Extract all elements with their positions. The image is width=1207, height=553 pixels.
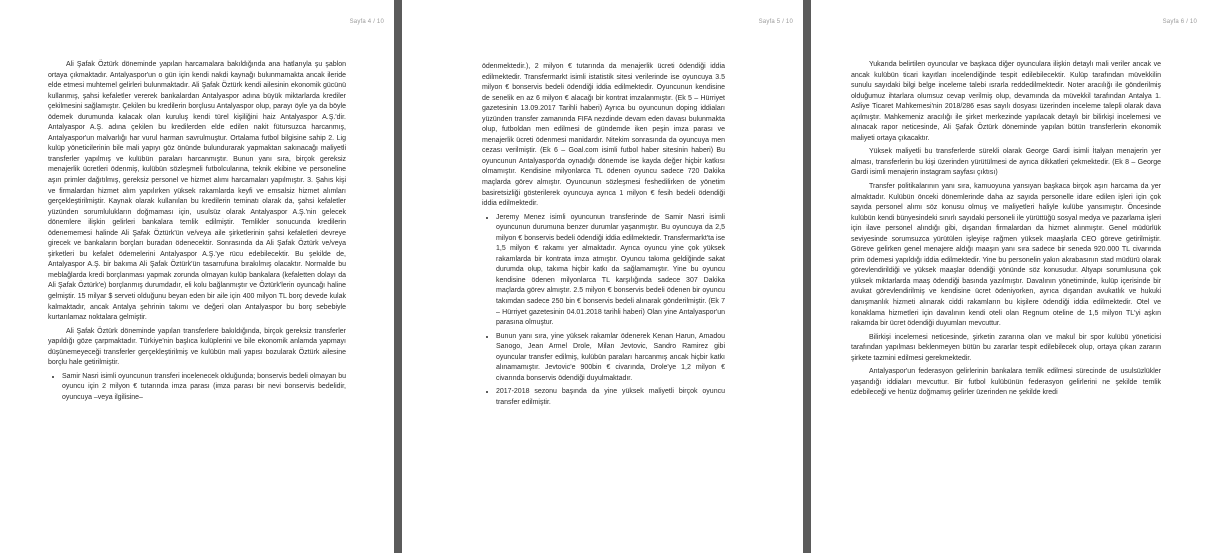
- page-number: Sayfa 5 / 10: [758, 19, 793, 25]
- paragraph: Antalyaspor'un federasyon gelirlerinin bankalara temlik edilmesi sürecinde de usulsüzlükler yaşandığı iddiaları mevcuttur. Bir futbol kulübünün federasyon gelirlerini ne şekilde temlik edebileceği ve henüz doğmamış gelirler üzerinden ne şekilde kredi: [851, 368, 1161, 397]
- paragraph: Ali Şafak Öztürk döneminde yapılan transferlere bakıldığında, birçok gereksiz transferler yapıldığı göze çarpmaktadır. Türkiye'nin başlıca kulüplerini ve bile ekonomik anlamda yapmayı düşünemeyeceği transferler gerçekleştirilmiş ve kulübün mali yapısı bozularak Öztürk ailesine borçlu hale getirilmiştir.: [48, 327, 346, 367]
- list-item: • Bunun yanı sıra, yine yüksek rakamlar ödenerek Kenan Harun, Amadou Sanogo, Jean Armel Drole, Milan Jevtovic, Sandro Ramirez gibi oyuncular transfer edilmiş, kulübün paraları harcanmış ancak hiçbir katkı alınamamıştır. Jevtovic'e 900bin € civarında, Drole'ye 1,2 milyon € civarında bonservis ödendiği duyulmaktadır.: [496, 332, 725, 385]
- list-item: • Jeremy Menez isimli oyuncunun transferinde de Samir Nasri isimli oyuncunun durumuna benzer durumlar yaşanmıştır. Bu oyuncuya da 2,5 milyon € bonservis bedeli ödendiği iddia edilmektedir. Transfermarkt'ta ise 1,5 milyon € rakamı yer almaktadır. Ayrıca oyuncu yine çok yüksek rakamlarda bir kontrata imza atmıştır. Oyuncu takıma geldiğinde sakat durumda olup, takıma hiçbir katkı da sağlamamıştır. Yine bu oyuncu kendisine ödenen milyonlarca TL karşılığında sadece 307 Dakika maçlarda görev almıştır. 2.5 milyon € bonservis bedeli ödenen bir oyuncu takımdan sadece 250 bin € bonservis bedeli alınarak gönderilmiştir. (Ek 7 – Hürriyet gazetesinin 04.01.2018 tarihli haberi) Olan yine Antalyaspor'un parasına olmuştur.: [496, 213, 725, 329]
- paragraph: Ali Şafak Öztürk döneminde yapılan harcamalara bakıldığında ana hatlarıyla şu şablon ortaya çıkmaktadır. Antalyaspor'un o gün için kendi nakdi kaynağı bulunmamakta ancak ileride elde etmesi muhtemel gelirleri bulunmaktadır. Ali Şafak Öztürk kendi ailesinin ekonomik gücünü kullanmış, şahsi kefaletler vererek bankalardan Antalyaspor adına büyük miktarlarda krediler çekilmesini sağlamıştır. Çekilen bu kredilerin borçlusu Antalyaspor olup, parayı öyle ya da böyle ödemek durumunda kalacak olan kuruluş kendi türel kişiliğini haiz Antalyaspor A.Ş.'dir. Antalyaspor A.Ş. adına çekilen bu kredilerden elde edilen nakit fütursuzca harcanmış, Antalyaspor'un malvarlığı har vurul harman savrulmuştur. Ortalama futbol bilgisine sahip 2. Lig kulüp yöneticilerinin bile mali yapıyı göz önünde bulundurarak yapmaktan sakınacağı maliyetli transferler yapılmış ve kulübün paraları harcanmıştır. Bunun yanı sıra, birçok gereksiz menajerlik ücretleri ödenmiş, kulübün sözleşmeli futbolcularına, teknik ekibine ve personeline aşırı primler dağıtılmış, gereksiz personel ve hizmet alımı harcamaları yapılmıştır. 3. Şahıs kişi ve firmalardan hizmet alım yapılırken yüksek rakamlarda keyfi ve emsalsiz hizmet alımları gerçekleştirilmiştir. Kaynak olarak kullanılan bu kredilerin teminatı olarak da, şahsi kefaletler yüzünden sorumlulukların doğmaması için, usulsüz olarak Antalyaspor A.Ş.'nin gelecek dönemlere ilişkin gelirleri bankalara temlik edilmiştir. Temlikler sonucunda kredilerin ödenememesi halinde Ali Şafak Öztürk'ün ve/veya aile şirketlerinin şahsi kefaletleri devreye girecek ve bankaların borçları buradan ödenecektir. Sonrasında da Ali Şafak Öztürk ve/veya şirketleri bu kefalet ödemelerini Antalyaspor A.Ş.'ye rücu edebilecektir. Bu şekilde de, Antalyaspor A.Ş. bir bakıma Ali Şafak Öztürk'ün tasarrufuna bırakılmış olacaktır. Normalde bu meblağlarda kredi borçlanması yapmak zorunda olmayan kulüp bankalara (kefaletten dolayı da Ali Şafak Öztürk'e) borçlanmış durumdadır, eli kolu bağlanmıştır ve Öztürk'lerin oyuncağı haline gelmiştir. 15 milyar $ serveti olduğunu beyan eden bir aile için 400 milyon TL borç devede kulak kalmaktadır, ancak Antalya şehrinin takımı ve değeri olan Antalyaspor bu borç sebebiyle kurtarılamaz noktalara gelmiştir.: [48, 61, 346, 322]
- page-content: [48, 60, 346, 407]
- paragraph: Transfer politikalarının yanı sıra, kamuoyuna yansıyan başkaca birçok aşırı harcama da yer almaktadır. Kulübün önceki dönemlerinde daha az sayıda personelle idare edilen işleri için çok sayıda personel alımı söz konusu olmuş ve maliyetleri haliyle kulübe yansımıştır. Öncesinde kulübün kendi bünyesindeki sınırlı sayıdaki personeli ile yürüttüğü sosyal medya ve pazarlama işleri için ilave personel alındığı gibi, dışarıdan firmalardan da hizmet alınmıştır. Genel müdürlük seviyesinde sorumsuzca yürütülen işleyişe rağmen yüksek maaşlarla CEO göreve getirilmiştir. Göreve gelirken genel menajere aldığı maaşın yanı sıra sadece bir seneda 920.000 TL civarında prim ödemesi yapıldığı iddia edilmektedir. Yine bu personelin yakın akrabasının stad müdürü olarak görevlendirildiği ve yüksek maaşlar ödendiği yönünde söz konusudur. Altyapı sorumlusuna çok yüksek miktarlarda maaş ödendiği basında yazılmıştır. Davalının yönetiminde, kulüp içerisinde bir avukat görevlendirilmiş ve kendisine ücret ödeniyorken, ayrıca dışarıdan avukatlık ve hukuki danışmanlık hizmeti alınarak ciddi rakamların bu kişilere ödendiği iddia edilmektedir. Otel ve konaklama hizmetleri için davalının kendi oteli olan Regnum oteline de 1,5 milyon TL'yi aşkın rakamda bir ücret ödendiği duyumları mevcuttur.: [851, 183, 1161, 328]
- paragraph: ödenmektedir.), 2 milyon € tutarında da menajerlik ücreti ödendiği iddia edilmektedir. Transfermarkt isimli istatistik sitesi verilerinde ise oyuncuya 3.5 milyon € bonservis bedeli ödendiği iddia edilmektedir. Oyuncunun kendisine de senelik en az 6 milyon € alacağı bir kontrat imzalanmıştır. (Ek 5 – Hürriyet gazetesinin 13.09.2017 Tarihli haberi) Ayrıca bu oyuncunun doping iddiaları yüzünden transfer zamanında FIFA nezdinde devam eden davası bulunmakta olup, futboldan men edilmesi de gündemde iken peşin imza parası ve menajerlik ücreti ödenmesi manidardır. Nitekim sonrasında da oyuncuya men cezası verilmiştir. (Ek 6 – Goal.com isimli futbol haber sitesinin haberi) Bu oyuncunun Antalyaspor'da oynadığı dönemde ise kayda değer hiçbir katkısı olmamıştır. Kendisine milyonlarca TL ödenen oyuncu sadece 720 Dakika maçlarda görev almıştır. Oyuncunun sözleşmesi feshedilirken de yönetim basiretsizliği gösterilerek oyuncuya ayrıca 1 milyon € fesih bedeli ödendiği iddia edilmektedir.: [482, 63, 725, 208]
- bullet-list: [482, 213, 725, 409]
- paragraph: Yüksek maliyetli bu transferlerde sürekli olarak George Gardi isimli İtalyan menajerin yer alması, transferlerin bu kişi üzerinden yürütülmesi de ayrıca dikkatleri çekmektedir. (Ek 8 – George Gardi isimli menajerin instagram sayfası çıktısı): [851, 148, 1161, 177]
- page-number: Sayfa 4 / 10: [349, 19, 384, 25]
- paragraph: Bilirkişi incelemesi neticesinde, şirketin zararına olan ve makul bir spor kulübü yöneticisi tarafından yapılması beklenmeyen bütün bu zararlar tespit edilebilecek olup, ortaya çıkan zararın şirkete tazmini edilmesi gerekmektedir.: [851, 333, 1161, 362]
- document-page: [811, 0, 1207, 553]
- list-item: • Samir Nasri isimli oyuncunun transferi incelenecek olduğunda; bonservis bedeli olmayan bu oyuncu için 2 milyon € tutarında imza parası (imza parası bir nevi bonservis bedelidir, oyuncuya –veya ilgilisine–: [62, 372, 346, 404]
- document-page: [0, 0, 394, 553]
- list-item: • 2017-2018 sezonu başında da yine yüksek maliyetli birçok oyuncu transfer edilmiştir.: [496, 387, 725, 408]
- paragraph: Yukarıda belirtilen oyuncular ve başkaca diğer oyunculara ilişkin detaylı mali veriler ancak ve ancak kulübün ticari kayıtları incelendiğinde tespit edilebilecektir. Kulüp tarafından müvekkilin sunulu sayıdaki bilgi belge inceleme talebi ısrarla reddedilmektedir. Noter aracılığı ile gönderilmiş olduğumuz ihtarlara olumsuz cevap verilmiş olup, devamında da müvekkil tarafından Antalya 1. Asliye Ticaret Mahkemesi'nin 2018/286 esas sayılı dosyası üzerinden inceleme talepli olarak dava açılmıştır. Mahkemeniz aracılığı ile şirket merkezinde yapılacak detaylı bir bilirkişi incelemesi ve alınacak rapor neticesinde, Ali Şafak Öztürk döneminde yapılan bütün transferlerin ekonomik maliyeti ortaya çıkacaktır.: [851, 61, 1161, 142]
- document-page: [402, 0, 803, 553]
- page-content: [482, 62, 725, 412]
- page-number: Sayfa 6 / 10: [1162, 19, 1197, 25]
- bullet-list: [48, 372, 346, 404]
- page-content: [851, 60, 1161, 402]
